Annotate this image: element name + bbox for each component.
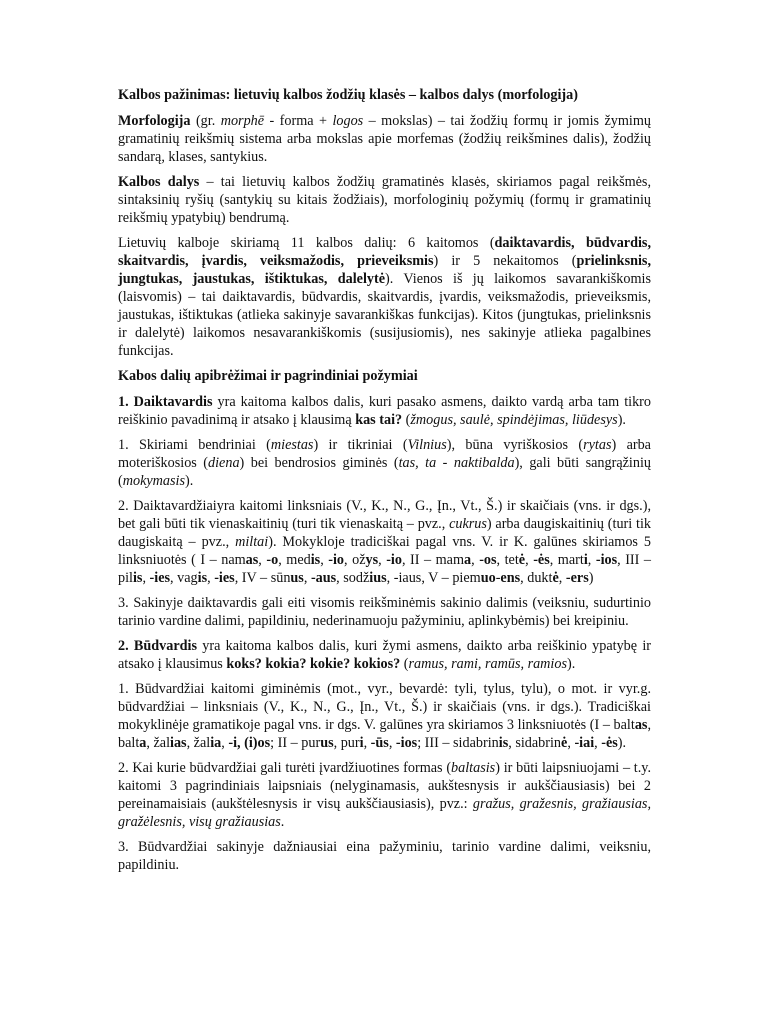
text-run: 1. Būdvardžiai kaitomi giminėmis (mot., vyr., bevardė: tyli, tylus, tylu), o mot. ir vyr.g. būdvardžiai – linksniais (V., K., N., G., Įn., Vt., Š.) ir skaičiais (vns. ir dgs.). Tradiciškai mokyklinėje gramatikoje pagal vns. ir dgs. V. galūnes yra skiriamos 3 linksniuotės (I – balt [118, 681, 651, 733]
text-run: ) ir 5 nekaitomos ( [433, 253, 577, 269]
text-run: , mart [549, 552, 584, 568]
bold-text: prielinksnis, jungtukas, jaustukas, ištiktukas, dalelytė [118, 253, 651, 287]
document-page [118, 86, 651, 881]
text-run: ) bei bendrosios giminės ( [239, 455, 399, 471]
bold-text: 1. Daiktavardis [118, 394, 213, 410]
bold-text: is [310, 552, 321, 568]
text-run: , sodž [336, 570, 370, 586]
bold-text: ias [170, 735, 187, 751]
text-run: , žal [186, 735, 211, 751]
text-run: ). Mokykloje tradiciškai pagal vns. V. ir K. galūnes skiriamos 5 linksniuotės ( I – nam [118, 534, 651, 568]
paragraph-budvardis-point-2 [118, 759, 651, 831]
bold-text: kas tai? [355, 412, 403, 428]
text-run: - [495, 570, 501, 586]
bold-text: -os [479, 552, 497, 568]
text-run: , ož [344, 552, 366, 568]
text-run: , balt [118, 717, 651, 751]
italic-text: mokymasis [122, 473, 185, 489]
text-run: - forma + [264, 113, 333, 129]
text-run: , med [278, 552, 311, 568]
bold-text: -ios [595, 552, 618, 568]
text-run: – tai lietuvių kalbos žodžių gramatinės klasės, skiriamos pagal reikšmės, sintaksinių ryšių (santykių su kitais žodžiais), morfologinių požymių (formų ir gramatinių reikšmių ypatybių) bendrumą. [118, 174, 651, 226]
paragraph-morfologija [118, 112, 651, 166]
text-run: , [567, 735, 575, 751]
text-run: 3. Būdvardžiai sakinyje dažniausiai eina pažyminiu, tarinio vardine dalimi, veiksniu, papildiniu. [118, 839, 651, 873]
text-run: , vag [170, 570, 198, 586]
italic-text: tas, ta - naktibalda [398, 455, 515, 471]
bold-text: -o [266, 552, 279, 568]
bold-text: daiktavardis, būdvardis, skaitvardis, įvardis, veiksmažodis, prieveiksmis [118, 235, 651, 269]
text-run: , [207, 570, 215, 586]
text-run: ) ir tikriniai ( [313, 437, 408, 453]
text-run: , [594, 735, 602, 751]
text-run: , pur [333, 735, 360, 751]
bold-text: ė [552, 570, 559, 586]
text-run: , [525, 552, 534, 568]
text-run: , [378, 552, 387, 568]
italic-text: miestas [270, 437, 314, 453]
text-run: , [221, 735, 229, 751]
text-run: (gr. [190, 113, 221, 129]
text-run: yra kaitoma kalbos dalis, kuri žymi asmens, daikto arba reiškinio ypatybę ir atsako į klausimus [118, 638, 651, 672]
text-run: , [258, 552, 267, 568]
bold-text: ius [369, 570, 387, 586]
bold-text: a [464, 552, 472, 568]
text-run: , [142, 570, 150, 586]
text-run: . [280, 814, 285, 830]
bold-text: ia [210, 735, 222, 751]
text-run: , [558, 570, 566, 586]
text-run: , [388, 735, 396, 751]
bold-text: 2. Būdvardis [118, 638, 197, 654]
paragraph-kalbos-daliu-skaicius [118, 234, 651, 360]
text-run: ) arba daugiskaitinių (turi tik daugiskaitą – pvz., [118, 516, 651, 550]
bold-text: is [498, 735, 509, 751]
text-run: , II – mam [401, 552, 465, 568]
bold-text: as [634, 717, 648, 733]
bold-text: -ės [601, 735, 618, 751]
italic-text: diena [208, 455, 240, 471]
bold-text: -ios [395, 735, 418, 751]
italic-text: cukrus [449, 516, 487, 532]
bold-text: koks? kokia? kokie? kokios? [226, 656, 401, 672]
paragraph-budvardis-point-1 [118, 680, 651, 752]
italic-text: ramus, rami, ramūs, ramios [408, 656, 567, 672]
bold-text: is [132, 570, 143, 586]
text-run: 3. Sakinyje daiktavardis gali eiti visomis reikšminėmis sakinio dalimis (veiksniu, sudurtinio tarinio vardine dalimi, papildiniu, nederinamuoju pažyminiu, aplinkybėmis) bei kreipiniu. [118, 595, 651, 629]
italic-text: morphē [220, 113, 265, 129]
text-run: ) [588, 570, 594, 586]
text-run: , [587, 552, 596, 568]
text-run: ; II – pur [270, 735, 321, 751]
bold-text: -io [386, 552, 402, 568]
italic-text: miltai [235, 534, 269, 550]
text-run: ) arba moteriškosios ( [118, 437, 651, 471]
bold-text: ys [365, 552, 379, 568]
text-run: ). Vienos iš jų laikomos savarankiškomis (laisvomis) – tai daiktavardis, būdvardis, skaitvardis, įvardis, veiksmažodis, prieveiksmis, jaustukas, ištiktukas (atlieka sakinyje savarankiškas funkcijas). Kitos (jungtukas, prielinksnis ir dalelytė) laikomos nesavarankiškomis (susijusiomis), nes sakinyje atlieka pagalbines funkcijas. [118, 271, 651, 359]
text-run: ). [566, 656, 576, 672]
text-run: ), gali būti sangrąžinių ( [118, 455, 651, 489]
paragraph-daiktavardis-point-3 [118, 594, 651, 630]
italic-text: žmogus, saulė, spindėjimas, liūdesys [410, 412, 618, 428]
section-title: Kabos dalių apibrėžimai ir pagrindiniai požymiai [118, 368, 418, 384]
bold-text: -ers [565, 570, 589, 586]
text-run: ( [402, 412, 411, 428]
bold-text: i [583, 552, 588, 568]
bold-text: uo [480, 570, 496, 586]
paragraph-budvardis-point-3 [118, 838, 651, 874]
text-run: 2. Daiktavardžiaiyra kaitomi linksniais (V., K., N., G., Įn., Vt., Š.) ir skaičiais (vns. ir dgs.), bet gali būti tik vienaskaitinių (turi tik vienaskaitą – pvz., [118, 498, 651, 532]
text-run: , žal [146, 735, 171, 751]
bold-text: is [197, 570, 208, 586]
text-run: ; III – sidabrin [417, 735, 499, 751]
text-run: ), būna vyriškosios ( [446, 437, 584, 453]
bold-text: -ūs [370, 735, 389, 751]
bold-text: -ies [214, 570, 235, 586]
bold-text: -ies [149, 570, 171, 586]
paragraph-daiktavardis-point-1 [118, 436, 651, 490]
text-run: , sidabrin [508, 735, 562, 751]
text-run: , [471, 552, 480, 568]
text-run: 1. Skiriami bendriniai ( [118, 437, 271, 453]
bold-text: -ės [533, 552, 550, 568]
text-run: , [303, 570, 311, 586]
bold-text: -io [328, 552, 345, 568]
bold-text: ens [500, 570, 521, 586]
text-run: ). [617, 412, 626, 428]
text-run: ) ir būti laipsniuojami – t.y. kaitomi 3 pagrindiniais laipsniais (nelyginamasis, aukštesnysis ir aukščiausiasis) bei 2 pereinamaisiais (aukštėlesnysis ir visų aukščiausiasis), pvz.: [118, 760, 652, 812]
paragraph-kalbos-dalys [118, 173, 651, 227]
text-run: , -iaus, V – piem [386, 570, 481, 586]
bold-text: us [320, 735, 334, 751]
text-run: ). [617, 735, 627, 751]
paragraph-daiktavardis-point-2 [118, 497, 651, 587]
italic-text: logos [332, 113, 364, 129]
italic-text: baltasis [451, 760, 496, 776]
bold-text: -i, (i)os [228, 735, 271, 751]
italic-text: rytas [583, 437, 612, 453]
bold-text: -aus [310, 570, 337, 586]
text-run: Lietuvių kalboje skiriamą 11 kalbos dalių: 6 kaitomos ( [118, 235, 495, 251]
text-run: , [363, 735, 371, 751]
paragraph-daiktavardis-definition [118, 393, 651, 429]
bold-text: a [139, 735, 147, 751]
text-run: , tet [496, 552, 519, 568]
text-run: ( [400, 656, 409, 672]
text-run: – mokslas) – tai žodžių formų ir jomis žymimų gramatinių reikšmių sistema arba mokslas apie morfemas (žodžių reikšmines dalis), žodžių sandarą, klases, santykius. [118, 113, 651, 165]
bold-text: Kalbos dalys [118, 174, 200, 190]
text-run: ). [185, 473, 194, 489]
text-run: , [320, 552, 329, 568]
bold-text: ė [561, 735, 568, 751]
bold-text: i [359, 735, 364, 751]
bold-text: ė [518, 552, 526, 568]
text-run: , dukt [520, 570, 553, 586]
text-run: yra kaitoma kalbos dalis, kuri pasako asmens, daikto vardą arba tam tikro reiškinio pavadinimą ir atsako į klausimą [118, 394, 652, 428]
text-run: 2. Kai kurie būdvardžiai gali turėti įvardžiuotines formas ( [118, 760, 452, 776]
bold-text: -iai [574, 735, 595, 751]
bold-text: Morfologija [118, 113, 191, 129]
italic-text: Vilnius [407, 437, 447, 453]
paragraph-budvardis-definition [118, 637, 651, 673]
italic-text: gražus, gražesnis, gražiausias, gražėlesnis, visų gražiausias [118, 796, 651, 830]
document-title: Kalbos pažinimas: lietuvių kalbos žodžių klasės – kalbos dalys (morfologija) [118, 87, 578, 103]
text-run: , IV – sūn [234, 570, 291, 586]
bold-text: as [245, 552, 259, 568]
bold-text: us [290, 570, 304, 586]
text-run: , III – pil [118, 552, 651, 586]
